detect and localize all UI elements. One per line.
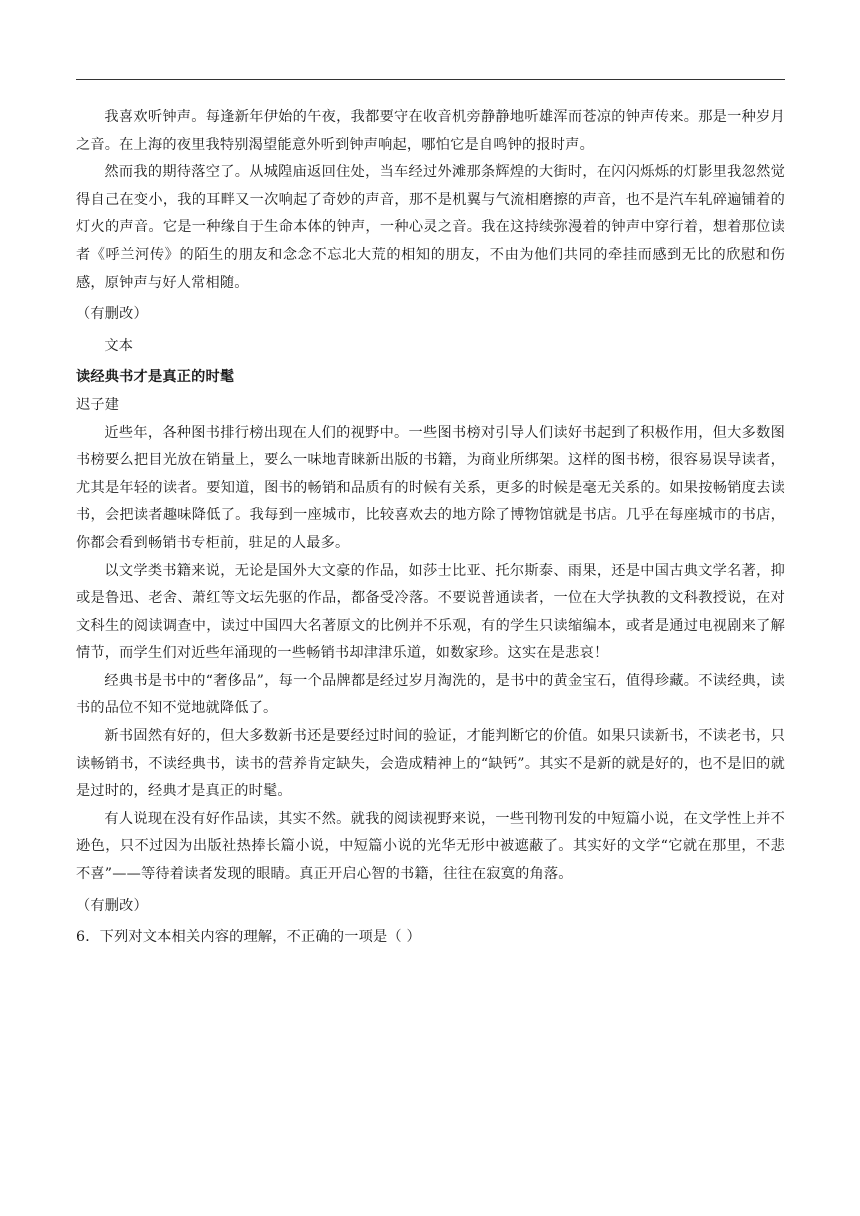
edit-note: （有删改）	[76, 897, 148, 914]
question-6: 6．下列对文本相关内容的理解，不正确的一项是（ ）	[76, 929, 421, 946]
paragraph: 以文学类书籍来说，无论是国外大文豪的作品，如莎士比亚、托尔斯泰、雨果，还是中国古典文学名著，抑或是鲁迅、老舍、萧红等文坛先驱的作品，都备受冷落。不要说普通读者，一位在大学执教的文科教授说，在对文科生的阅读调查中，读过中国四大名著原文的比例并不乐观，有的学生只读缩编本，或者是通过电视剧来了解情节，而学生们对近些年涌现的一些畅销书却津津乐道，如数家珍。这实在是悲哀！	[76, 562, 785, 662]
header-rule	[76, 79, 785, 80]
document-body	[76, 104, 785, 952]
article-title: 读经典书才是真正的时髦	[76, 369, 235, 386]
article-author: 迟子建	[76, 396, 120, 413]
text-label: 文本	[104, 337, 134, 354]
paragraph: 我喜欢听钟声。每逢新年伊始的午夜，我都要守在收音机旁静静地听雄浑而苍凉的钟声传来。那是一种岁月之音。在上海的夜里我特别渴望能意外听到钟声响起，哪怕它是自鸣钟的报时声。	[76, 109, 785, 153]
paragraph: 有人说现在没有好作品读，其实不然。就我的阅读视野来说，一些刊物刊发的中短篇小说，在文学性上并不逊色，只不过因为出版社热捧长篇小说，中短篇小说的光华无形中被遮蔽了。其实好的文学“它就在那里，不悲不喜”——等待着读者发现的眼睛。真正开启心智的书籍，往往在寂寞的角落。	[76, 810, 785, 883]
paragraph: 经典书是书中的“奢侈品”，每一个品牌都是经过岁月淘洗的，是书中的黄金宝石，值得珍藏。不读经典，读书的品位不知不觉地就降低了。	[76, 672, 785, 717]
paragraph: 然而我的期待落空了。从城隍庙返回住处，当车经过外滩那条辉煌的大街时，在闪闪烁烁的灯影里我忽然觉得自己在变小，我的耳畔又一次响起了奇妙的声音，那不是机翼与气流相磨擦的声音，也不是汽车轧碎遍铺着的灯火的声音。它是一种缘自于生命本体的钟声，一种心灵之音。我在这持续弥漫着的钟声中穿行着，想着那位读者《呼兰河传》的陌生的朋友和念念不忘北大荒的相知的朋友，不由为他们共同的牵挂而感到无比的欣慰和伤感，原钟声与好人常相随。	[76, 164, 785, 291]
paragraph: 近些年，各种图书排行榜出现在人们的视野中。一些图书榜对引导人们读好书起到了积极作用，但大多数图书榜要么把目光放在销量上，要么一味地青睐新出版的书籍，为商业所绑架。这样的图书榜，很容易误导读者，尤其是年轻的读者。要知道，图书的畅销和品质有的时候有关系，更多的时候是毫无关系的。如果按畅销度去读书，会把读者趣味降低了。我每到一座城市，比较喜欢去的地方除了博物馆就是书店。几乎在每座城市的书店，你都会看到畅销书专柜前，驻足的人最多。	[76, 424, 785, 551]
edit-note: （有删改）	[76, 306, 148, 323]
paragraph: 新书固然有好的，但大多数新书还是要经过时间的验证，才能判断它的价值。如果只读新书，不读老书，只读畅销书，不读经典书，读书的营养肯定缺失，会造成精神上的“缺钙”。其实不是新的就是好的，也不是旧的就是过时的，经典才是真正的时髦。	[76, 728, 785, 800]
